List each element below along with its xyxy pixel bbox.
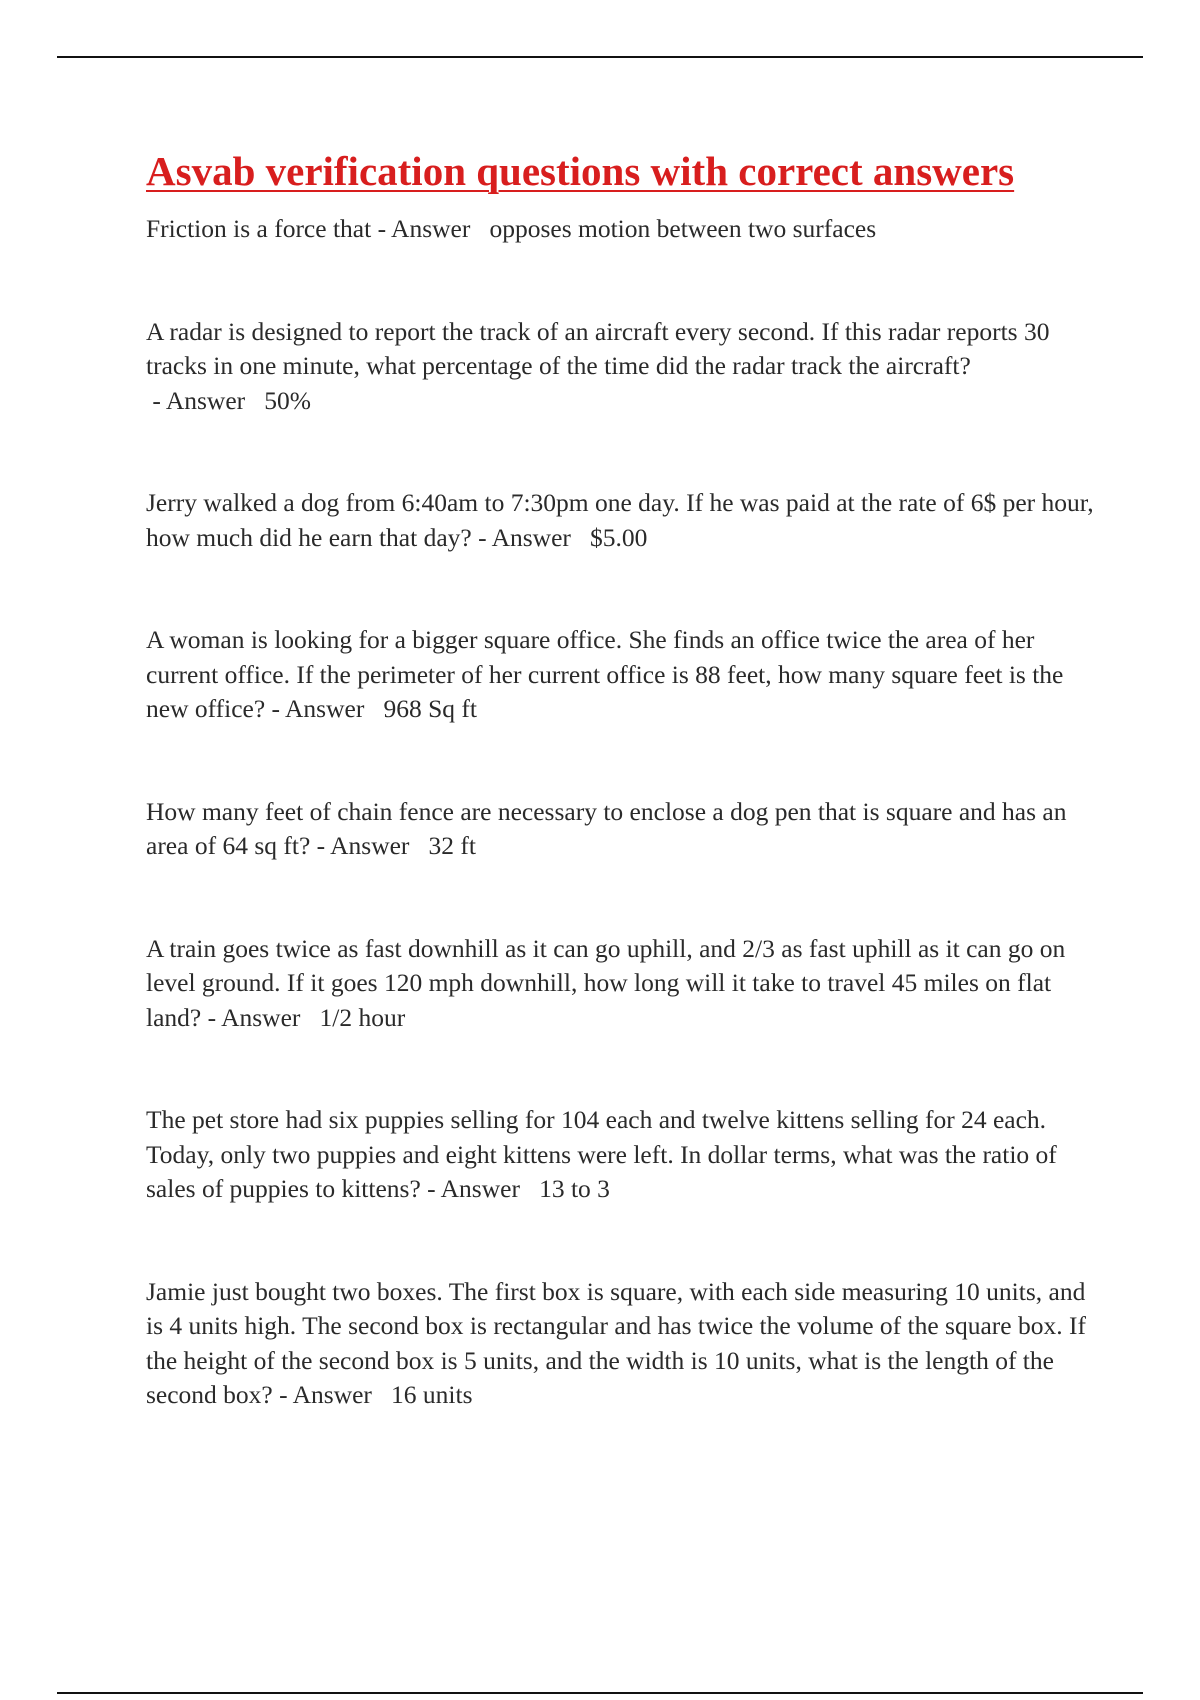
question-text: A train goes twice as fast downhill as it can go uphill, and 2/3 as fast uphill as it can go on level ground. If it goes 120 mph downhill, how long will it take to travel 45 miles on flat land? [146,933,1066,1032]
footer-rule [57,1692,1143,1694]
answer-separator: - Answer [310,831,429,860]
answer-text: 1/2 hour [319,1002,406,1032]
question-text: Friction is a force that [146,214,372,243]
document-body [146,142,1096,1413]
answer-text: opposes motion between two surfaces [489,214,877,243]
answer-separator: - Answer [265,694,384,723]
answer-text: 32 ft [428,831,476,860]
qa-item [146,932,1096,1036]
answer-text: $5.00 [590,522,648,552]
question-text: A radar is designed to report the track of an aircraft every second. If this radar reports 30 tracks in one minute, what percentage of the time did the radar track the aircraft? [146,316,1050,380]
answer-separator: - Answer [146,385,265,415]
answer-text: 16 units [391,1380,473,1409]
answer-separator: - Answer [471,522,591,552]
answer-text: 50% [264,385,312,415]
question-text: Jamie just bought two boxes. The first box is square, with each side measuring 10 units, and is 4 units high. The second box is rectangular and has twice the volume of the square box. If the height of the second box is 5 units, and the width is 10 units, what is the length of the second box? [146,1276,1086,1409]
qa-item [146,795,1096,864]
header-rule [57,56,1143,58]
qa-item [146,1103,1096,1207]
answer-separator: - Answer [371,214,490,243]
qa-item [146,1275,1096,1413]
question-text: A woman is looking for a bigger square office. She finds an office twice the area of her current office. If the perimeter of her current office is 88 feet, how many square feet is the new office? [146,625,1064,723]
answer-separator: - Answer [272,1380,392,1409]
answer-separator: - Answer [420,1174,540,1203]
qa-item [146,623,1096,727]
document-title: Asvab verification questions with correct answers [146,148,1015,194]
qa-item [146,486,1096,555]
answer-text: 968 Sq ft [383,694,477,723]
answer-text: 13 to 3 [539,1174,610,1203]
qa-item [146,315,1096,419]
qa-item [146,212,1096,247]
question-text: Jerry walked a dog from 6:40am to 7:30pm one day. If he was paid at the rate of 6$ per hour, how much did he earn that day? [146,488,1094,552]
question-text: The pet store had six puppies selling for 104 each and twelve kittens selling for 24 each. Today, only two puppies and eight kittens were left. In dollar terms, what was the ratio of sales of puppies to kittens? [146,1105,1057,1203]
question-text: How many feet of chain fence are necessary to enclose a dog pen that is square and has an area of 64 sq ft? [146,796,1067,860]
answer-separator: - Answer [201,1002,320,1032]
